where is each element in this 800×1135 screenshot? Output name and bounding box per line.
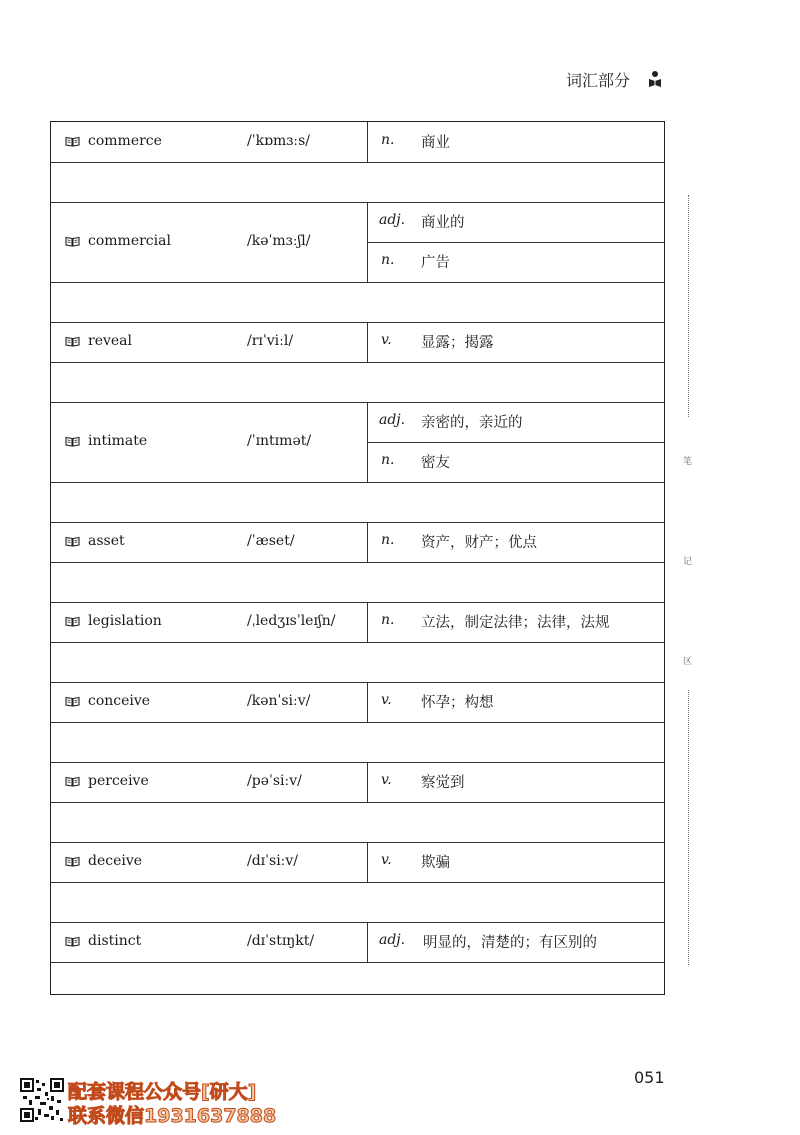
- table-divider: [367, 242, 664, 243]
- open-book-icon: [65, 696, 80, 707]
- meaning: 广告: [421, 255, 450, 271]
- vocab-phonetic: /kəˈmɜːʃl/: [247, 233, 311, 249]
- vocab-phonetic: /dɪˈstɪŋkt/: [247, 933, 315, 949]
- vocab-phonetic: /ˌledʒɪsˈleɪʃn/: [247, 613, 336, 629]
- vocab-word: [65, 933, 141, 949]
- table-divider: [51, 202, 664, 203]
- part-of-speech: n.: [381, 252, 395, 268]
- vocab-word: [65, 333, 132, 349]
- table-divider: [51, 402, 664, 403]
- meaning: 怀孕；构想: [421, 695, 494, 711]
- open-book-icon: [65, 336, 80, 347]
- blank-note-row: [51, 362, 664, 402]
- side-note-char: 记: [683, 557, 693, 567]
- column-divider: [367, 842, 368, 882]
- part-of-speech: n.: [381, 612, 395, 628]
- column-divider: [367, 322, 368, 362]
- table-divider: [51, 682, 664, 683]
- part-of-speech: v.: [381, 852, 392, 868]
- vocab-word: [65, 533, 125, 549]
- blank-note-row: [51, 282, 664, 322]
- vocab-word-text: intimate: [88, 433, 148, 449]
- vocab-word-text: reveal: [88, 333, 132, 349]
- meaning: 明显的，清楚的；有区别的: [423, 935, 597, 951]
- blank-note-row: [51, 482, 664, 522]
- blank-note-row: [51, 722, 664, 762]
- table-divider: [51, 602, 664, 603]
- promo-line-2: 联系微信1931637888: [68, 1105, 277, 1127]
- vocab-word-text: commerce: [88, 133, 162, 149]
- qr-code-icon: [20, 1078, 64, 1122]
- blank-note-row: [51, 882, 664, 922]
- table-divider: [367, 442, 664, 443]
- vocab-word: [65, 773, 149, 789]
- part-of-speech: adj.: [379, 412, 406, 428]
- part-of-speech: n.: [381, 132, 395, 148]
- part-of-speech: n.: [381, 452, 395, 468]
- vocab-phonetic: /ˈɪntɪmət/: [247, 433, 312, 449]
- meaning: 亲密的，亲近的: [421, 415, 523, 431]
- vocab-phonetic: /rɪˈviːl/: [247, 333, 294, 349]
- vocab-word-text: deceive: [88, 853, 143, 869]
- open-book-icon: [65, 436, 80, 447]
- vocab-phonetic: /kənˈsiːv/: [247, 693, 311, 709]
- vocab-word-text: conceive: [88, 693, 151, 709]
- meaning: 资产，财产；优点: [421, 535, 537, 551]
- column-divider: [367, 682, 368, 722]
- column-divider: [367, 122, 368, 162]
- meaning: 欺骗: [421, 855, 450, 871]
- open-book-icon: [65, 936, 80, 947]
- vocab-word-text: perceive: [88, 773, 149, 789]
- side-note-char: 笔: [683, 457, 693, 467]
- side-note-char: 区: [683, 657, 693, 667]
- meaning: 商业的: [421, 215, 465, 231]
- vocab-phonetic: /pəˈsiːv/: [247, 773, 302, 789]
- blank-note-row: [51, 642, 664, 682]
- vocab-word: [65, 233, 171, 249]
- meaning: 密友: [421, 455, 450, 471]
- table-divider: [51, 842, 664, 843]
- vocab-word-text: legislation: [88, 613, 162, 629]
- page-number: 051: [634, 1068, 665, 1087]
- vocab-word-text: asset: [88, 533, 125, 549]
- promo-line-1: 配套课程公众号[研大]: [68, 1081, 257, 1103]
- book-person-icon: [648, 70, 662, 88]
- open-book-icon: [65, 236, 80, 247]
- vocab-word: [65, 853, 142, 869]
- vocabulary-table: [50, 121, 665, 995]
- table-divider: [51, 522, 664, 523]
- part-of-speech: v.: [381, 692, 392, 708]
- part-of-speech: v.: [381, 332, 392, 348]
- blank-note-row: [51, 562, 664, 602]
- open-book-icon: [65, 136, 80, 147]
- blank-note-row: [51, 962, 664, 1002]
- blank-note-row: [51, 802, 664, 842]
- vocab-word-text: commercial: [88, 233, 171, 249]
- vocab-phonetic: /ˈkɒmɜːs/: [247, 133, 311, 149]
- meaning: 商业: [421, 135, 450, 151]
- vocab-word: [65, 133, 162, 149]
- part-of-speech: adj.: [379, 212, 406, 228]
- open-book-icon: [65, 536, 80, 547]
- meaning: 立法，制定法律；法律，法规: [421, 615, 610, 631]
- vocab-word: [65, 693, 150, 709]
- vocab-word-text: distinct: [88, 933, 142, 949]
- column-divider: [367, 922, 368, 962]
- open-book-icon: [65, 616, 80, 627]
- open-book-icon: [65, 856, 80, 867]
- column-divider: [367, 602, 368, 642]
- part-of-speech: v.: [381, 772, 392, 788]
- table-divider: [51, 922, 664, 923]
- vocab-word: [65, 433, 147, 449]
- part-of-speech: adj.: [379, 932, 406, 948]
- column-divider: [367, 522, 368, 562]
- table-divider: [51, 322, 664, 323]
- column-divider: [367, 762, 368, 802]
- meaning: 显露；揭露: [421, 335, 494, 351]
- side-note-divider: [688, 195, 689, 417]
- vocab-phonetic: /ˈæset/: [247, 533, 295, 549]
- blank-note-row: [51, 162, 664, 202]
- table-divider: [51, 762, 664, 763]
- vocab-phonetic: /dɪˈsiːv/: [247, 853, 299, 869]
- part-of-speech: n.: [381, 532, 395, 548]
- side-note-divider: [688, 690, 689, 965]
- meaning: 察觉到: [421, 775, 465, 791]
- open-book-icon: [65, 776, 80, 787]
- page-header-title: 词汇部分: [566, 71, 631, 90]
- vocab-word: [65, 613, 162, 629]
